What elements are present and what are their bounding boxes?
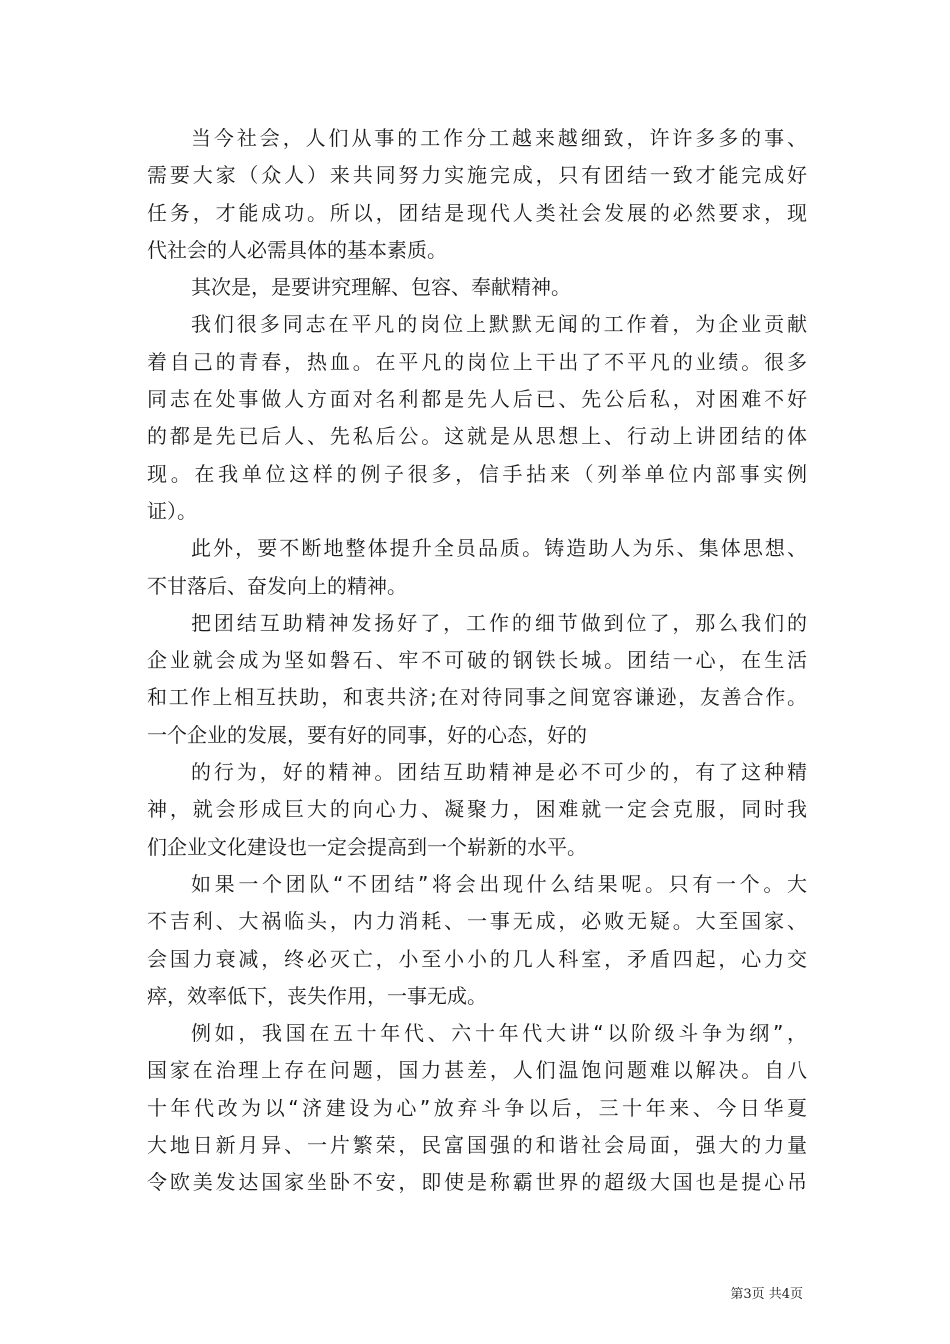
text-line: 企业就会成为坚如磐石、牢不可破的钢铁长城。团结一心，在生活 — [147, 648, 807, 673]
page-number-footer: 第3页 共4页 — [730, 1287, 803, 1302]
text-line: 们企业文化建设也一定会提高到一个崭新的水平。 — [147, 834, 587, 859]
text-line: 十年代改为以“济建设为心”放弃斗争以后，三十年来、今日华夏 — [147, 1095, 807, 1120]
text-line: 此外，要不断地整体提升全员品质。铸造助人为乐、集体思想、 — [191, 536, 807, 561]
text-line: 代社会的人必需具体的基本素质。 — [147, 237, 447, 262]
text-line: 神，就会形成巨大的向心力、凝聚力，困难就一定会克服，同时我 — [147, 797, 807, 822]
text-line: 我们很多同志在平凡的岗位上默默无闻的工作着，为企业贡献 — [191, 312, 807, 337]
text-line: 证）。 — [147, 498, 197, 523]
text-line: 例如，我国在五十年代、六十年代大讲“以阶级斗争为纲”， — [191, 1021, 807, 1046]
text-line: 需要大家（众人）来共同努力实施完成，只有团结一致才能完成好 — [147, 163, 807, 188]
text-line: 任务，才能成功。所以，团结是现代人类社会发展的必然要求，现 — [147, 200, 807, 225]
text-line: 如果一个团队“不团结”将会出现什么结果呢。只有一个。大 — [191, 871, 807, 896]
document-body — [147, 120, 807, 1202]
text-line: 不吉利、大祸临头，内力消耗、一事无成，必败无疑。大至国家、 — [147, 909, 807, 934]
text-line: 把团结互助精神发扬好了，工作的细节做到位了，那么我们的 — [191, 610, 807, 635]
text-line: 的行为，好的精神。团结互助精神是必不可少的，有了这种精 — [191, 760, 807, 785]
text-line: 令欧美发达国家坐卧不安，即使是称霸世界的超级大国也是提心吊 — [147, 1170, 807, 1195]
text-line: 的都是先已后人、先私后公。这就是从思想上、行动上讲团结的体 — [147, 424, 807, 449]
text-line: 瘁，效率低下，丧失作用，一事无成。 — [147, 983, 487, 1008]
text-line: 当今社会，人们从事的工作分工越来越细致，许许多多的事、 — [191, 126, 807, 150]
text-line: 大地日新月异、一片繁荣，民富国强的和谐社会局面，强大的力量 — [147, 1133, 807, 1158]
text-line: 着自己的青春，热血。在平凡的岗位上干出了不平凡的业绩。很多 — [147, 349, 807, 374]
text-line: 会国力衰减，终必灭亡，小至小小的几人科室，矛盾四起，心力交 — [147, 946, 807, 971]
text-line: 其次是，是要讲究理解、包容、奉献精神。 — [191, 275, 571, 300]
text-line: 和工作上相互扶助，和衷共济;在对待同事之间宽容谦逊，友善合作。 — [147, 685, 807, 710]
text-line: 同志在处事做人方面对名利都是先人后已、先公后私，对困难不好 — [147, 387, 807, 412]
text-line: 不甘落后、奋发向上的精神。 — [147, 573, 407, 598]
text-line: 国家在治理上存在问题，国力甚差，人们温饱问题难以解决。自八 — [147, 1058, 807, 1083]
text-line: 一个企业的发展，要有好的同事，好的心态，好的 — [147, 722, 587, 747]
text-line: 现。在我单位这样的例子很多，信手拈来（列举单位内部事实例 — [147, 461, 807, 486]
